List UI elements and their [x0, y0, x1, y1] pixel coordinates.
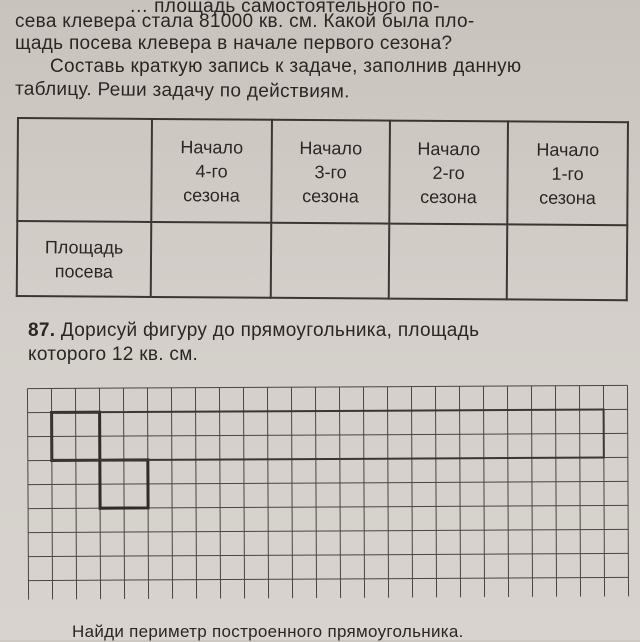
table-answer-cell[interactable]	[507, 224, 628, 300]
table-header-cell: Начало 2-го сезона	[389, 121, 508, 225]
problem-text-line: сева клевера стала 81000 кв. см. Какой была пло-	[15, 11, 475, 32]
grid-svg	[26, 384, 631, 599]
problem-87-line1: 87. Дорисуй фигуру до прямоугольника, площадь	[28, 320, 480, 341]
footer-instruction: Найди периметр построенного прямоугольника.	[72, 622, 464, 641]
problem-text-line: таблицу. Реши задачу по действиям.	[14, 78, 350, 103]
problem-87-line2: которого 12 кв. см.	[28, 344, 199, 365]
problem-text-line: … площадь самостоятельного по-	[129, 0, 440, 17]
drawing-grid[interactable]	[26, 384, 627, 595]
table-corner-cell	[17, 118, 152, 222]
table-answer-cell[interactable]	[389, 224, 508, 300]
table-row-label: Площадь посева	[17, 221, 152, 297]
table-answer-cell[interactable]	[271, 223, 390, 299]
table-header-cell: Начало 3-го сезона	[271, 120, 390, 224]
problem-text-line: щадь посева клевера в начале первого сезона?	[15, 33, 453, 54]
table-answer-cell[interactable]	[151, 222, 272, 298]
problem-text-line: Составь краткую запись к задаче, заполнив данную	[50, 56, 522, 77]
table-header-cell: Начало 1-го сезона	[507, 121, 628, 225]
problem-number: 87.	[28, 320, 56, 341]
table-header-cell: Начало 4-го сезона	[151, 119, 272, 223]
season-table	[16, 117, 629, 301]
